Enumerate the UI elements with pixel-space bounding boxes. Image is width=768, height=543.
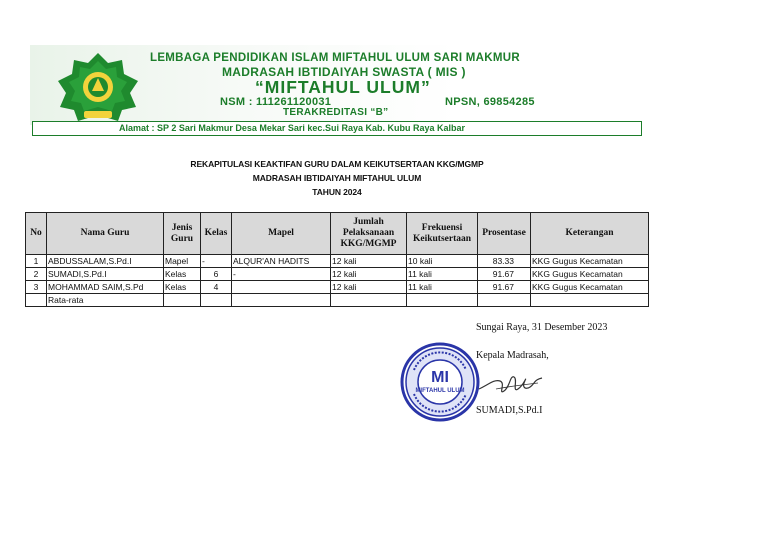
cell-keterangan: KKG Gugus Kecamatan	[531, 268, 649, 281]
cell-empty	[407, 294, 478, 307]
cell-kelas: 6	[201, 268, 232, 281]
cell-no: 3	[26, 281, 47, 294]
cell-prosentase: 83.33	[478, 255, 531, 268]
cell-jenis: Mapel	[164, 255, 201, 268]
signature-name: SUMADI,S.Pd.I	[476, 405, 543, 416]
cell-keterangan: KKG Gugus Kecamatan	[531, 281, 649, 294]
table-row	[26, 255, 649, 268]
cell-empty	[201, 294, 232, 307]
cell-jenis: Kelas	[164, 268, 201, 281]
report-year: TAHUN 2024	[312, 187, 362, 197]
column-header: Frekuensi Keikutsertaan	[407, 213, 478, 255]
cell-rata-rata-label: Rata-rata	[47, 294, 164, 307]
cell-jenis: Kelas	[164, 281, 201, 294]
cell-empty	[232, 294, 331, 307]
report-subtitle: MADRASAH IBTIDAIYAH MIFTAHUL ULUM	[252, 173, 422, 183]
cell-empty	[331, 294, 407, 307]
cell-frekuensi: 11 kali	[407, 281, 478, 294]
signature-place-date: Sungai Raya, 31 Desember 2023	[476, 322, 608, 333]
table-row	[26, 268, 649, 281]
letterhead-school-type: MADRASAH IBTIDAIYAH SWASTA ( MIS )	[222, 65, 466, 79]
letterhead-school-name: “MIFTAHUL ULUM”	[255, 77, 431, 97]
column-header: Mapel	[232, 213, 331, 255]
cell-nama: SUMADI,S.Pd.I	[47, 268, 164, 281]
cell-jumlah: 12 kali	[331, 281, 407, 294]
cell-nama: MOHAMMAD SAIM,S.Pd	[47, 281, 164, 294]
cell-nama: ABDUSSALAM,S.Pd.I	[47, 255, 164, 268]
cell-mapel: -	[232, 268, 331, 281]
letterhead-nsm: NSM : 111261120031	[220, 96, 332, 108]
address-bar	[32, 121, 642, 136]
cell-frekuensi: 11 kali	[407, 268, 478, 281]
table-footer-row	[26, 294, 649, 307]
table-header-row	[26, 213, 649, 255]
cell-empty	[531, 294, 649, 307]
cell-empty	[478, 294, 531, 307]
cell-prosentase: 91.67	[478, 281, 531, 294]
letterhead-accreditation: TERAKREDITASI “B”	[283, 107, 389, 118]
column-header: Nama Guru	[47, 213, 164, 255]
handwritten-signature	[476, 365, 546, 400]
madrasah-stamp	[400, 342, 480, 422]
signature-role: Kepala Madrasah,	[476, 350, 549, 361]
cell-no: 2	[26, 268, 47, 281]
cell-prosentase: 91.67	[478, 268, 531, 281]
letterhead-npsn: NPSN, 69854285	[445, 96, 535, 108]
cell-jumlah: 12 kali	[331, 255, 407, 268]
report-title: REKAPITULASI KEAKTIFAN GURU DALAM KEIKUTSERTAAN KKG/MGMP	[190, 159, 484, 169]
madrasah-logo	[48, 51, 148, 123]
svg-text:MIFTAHUL ULUM: MIFTAHUL ULUM	[415, 388, 465, 394]
cell-frekuensi: 10 kali	[407, 255, 478, 268]
table-row	[26, 281, 649, 294]
address-text: Alamat : SP 2 Sari Makmur Desa Mekar Sari kec.Sui Raya Kab. Kubu Raya Kalbar	[119, 123, 465, 133]
column-header: Jumlah Pelaksanaan KKG/MGMP	[331, 213, 407, 255]
column-header: Keterangan	[531, 213, 649, 255]
cell-kelas: -	[201, 255, 232, 268]
cell-kelas: 4	[201, 281, 232, 294]
column-header: Jenis Guru	[164, 213, 201, 255]
svg-text:MI: MI	[431, 369, 449, 386]
column-header: Prosentase	[478, 213, 531, 255]
letterhead	[30, 45, 642, 140]
cell-mapel: ALQUR'AN HADITS	[232, 255, 331, 268]
cell-keterangan: KKG Gugus Kecamatan	[531, 255, 649, 268]
cell-empty	[26, 294, 47, 307]
column-header: No	[26, 213, 47, 255]
cell-no: 1	[26, 255, 47, 268]
column-header: Kelas	[201, 213, 232, 255]
cell-jumlah: 12 kali	[331, 268, 407, 281]
letterhead-foundation: LEMBAGA PENDIDIKAN ISLAM MIFTAHUL ULUM SARI MAKMUR	[150, 52, 520, 64]
cell-mapel	[232, 281, 331, 294]
cell-empty	[164, 294, 201, 307]
rekap-table	[25, 212, 649, 307]
